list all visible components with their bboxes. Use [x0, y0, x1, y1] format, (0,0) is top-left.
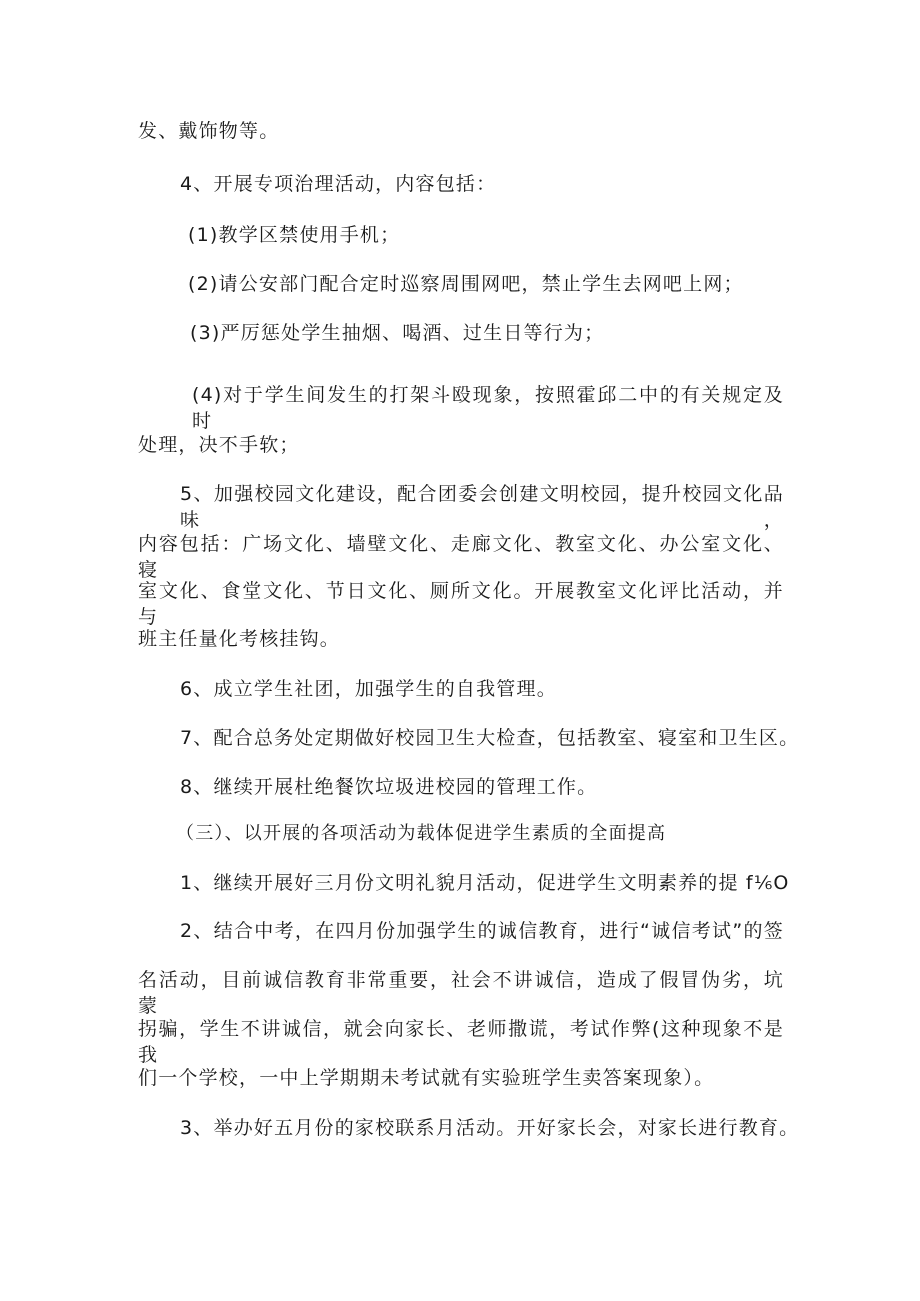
text-line-7: 处理，决不手软；: [138, 434, 300, 456]
text-line-4: (2)请公安部门配合定时巡察周围网吧，禁止学生去网吧上网；: [188, 273, 744, 295]
text-line-14: 8、继续开展杜绝餐饮垃圾进校园的管理工作。: [180, 776, 598, 798]
text-line-9: 内容包括：广场文化、墙壁文化、走廊文化、教室文化、办公室文化、寝: [138, 533, 784, 581]
text-line-1: 发、戴饰物等。: [138, 120, 280, 142]
text-line-18: 名活动，目前诚信教育非常重要，社会不讲诚信，造成了假冒伪劣，坑蒙: [138, 969, 784, 1017]
text-line-16: 1、继续开展好三月份文明礼貌月活动，促进学生文明素养的提 f⅙O: [180, 872, 790, 894]
text-line-3: (1)教学区禁使用手机；: [188, 224, 401, 246]
text-line-12: 6、成立学生社团，加强学生的自我管理。: [180, 678, 557, 700]
text-line-6: (4)对于学生间发生的打架斗殴现象，按照霍邱二中的有关规定及时: [192, 384, 784, 432]
text-line-17: 2、结合中考，在四月份加强学生的诚信教育，进行“诚信考试”的签: [180, 920, 784, 942]
text-line-5: (3)严厉惩处学生抽烟、喝酒、过生日等行为；: [190, 322, 605, 344]
section-heading-3: （三）、以开展的各项活动为载体促进学生素质的全面提高: [176, 823, 667, 844]
text-line-11: 班主任量化考核挂钩。: [138, 628, 341, 650]
text-line-13: 7、配合总务处定期做好校园卫生大检查，包括教室、寝室和卫生区。: [180, 727, 800, 749]
text-line-19: 拐骗，学生不讲诚信，就会向家长、老师撒谎，考试作弊(这种现象不是我: [138, 1018, 784, 1066]
text-line-20: 们一个学校，一中上学期期未考试就有实验班学生卖答案现象）。: [138, 1067, 715, 1089]
text-line-2: 4、开展专项治理活动，内容包括：: [180, 173, 497, 195]
text-line-10: 室文化、食堂文化、节日文化、厕所文化。开展教室文化评比活动，并与: [138, 580, 784, 628]
text-line-21: 3、举办好五月份的家校联系月活动。开好家长会，对家长进行教育。: [180, 1117, 800, 1139]
text-line-8: 5、加强校园文化建设，配合团委会创建文明校园，提升校园文化品味，: [180, 483, 784, 531]
